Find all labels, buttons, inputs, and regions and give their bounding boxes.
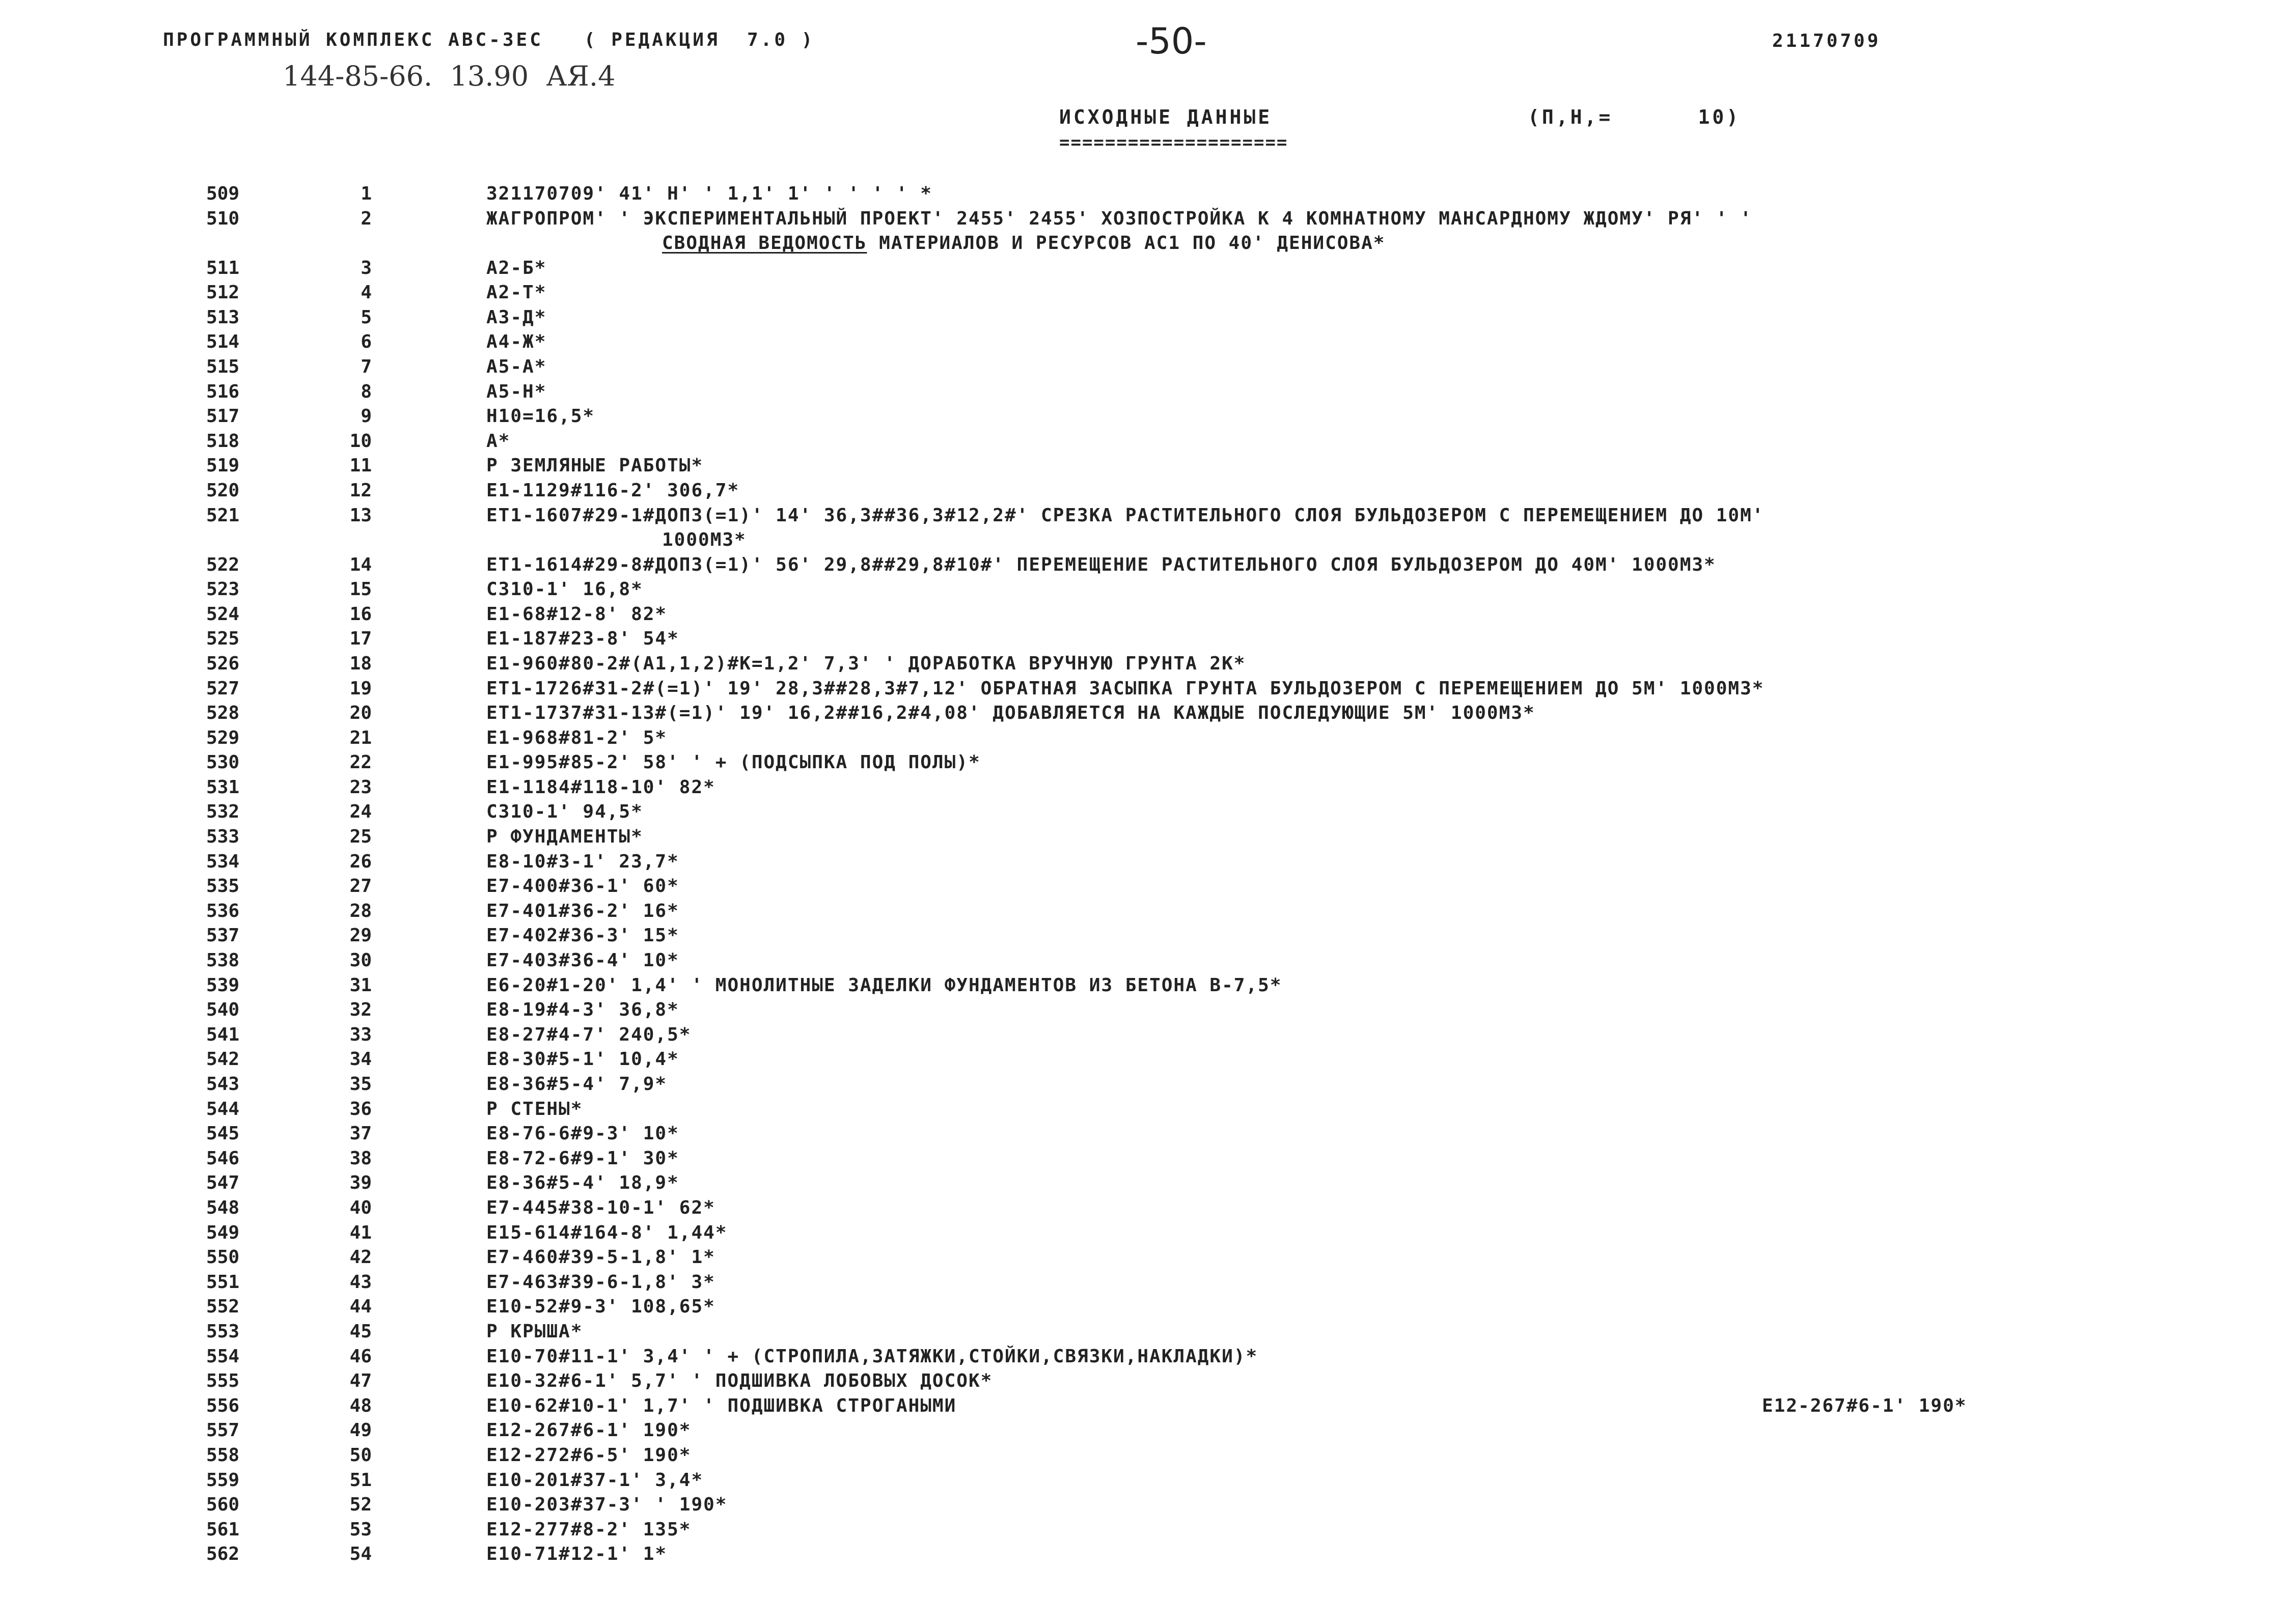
line-sequence: 539 xyxy=(206,974,240,996)
listing-row xyxy=(0,1370,2286,1395)
line-sequence: 551 xyxy=(206,1271,240,1293)
listing-row xyxy=(0,1296,2286,1321)
line-sequence: 546 xyxy=(206,1147,240,1169)
line-number: 32 xyxy=(349,999,372,1021)
line-number: 47 xyxy=(349,1370,372,1392)
listing-row xyxy=(0,604,2286,629)
line-number: 10 xyxy=(349,430,372,452)
listing-row xyxy=(0,1197,2286,1222)
line-sequence: 515 xyxy=(206,356,240,377)
listing-row xyxy=(0,1445,2286,1470)
listing-row xyxy=(0,801,2286,826)
line-sequence: 555 xyxy=(206,1370,240,1392)
line-text: Е10-203#37-3' ' 190* xyxy=(486,1494,728,1516)
line-number: 51 xyxy=(349,1469,372,1491)
section-title: ИСХОДНЫЕ ДАННЫЕ xyxy=(1059,106,1273,128)
line-number: 46 xyxy=(349,1346,372,1367)
line-text: Е8-72-6#9-1' 30* xyxy=(486,1147,679,1169)
line-text: А* xyxy=(486,430,511,452)
line-number: 26 xyxy=(349,851,372,872)
line-number: 43 xyxy=(349,1271,372,1293)
line-number: 36 xyxy=(349,1098,372,1119)
line-number: 4 xyxy=(361,282,372,303)
line-sequence: 511 xyxy=(206,257,240,278)
line-text: Е1-995#85-2' 58' ' + (ПОДСЫПКА ПОД ПОЛЫ)* xyxy=(486,752,981,773)
line-number: 22 xyxy=(349,752,372,773)
line-sequence: 559 xyxy=(206,1469,240,1491)
line-text: Е10-52#9-3' 108,65* xyxy=(486,1296,715,1318)
listing-row xyxy=(0,554,2286,579)
listing-row xyxy=(0,331,2286,356)
line-sequence: 510 xyxy=(206,208,240,229)
line-number: 35 xyxy=(349,1074,372,1095)
line-text: ЕТ1-1607#29-1#ДОП3(=1)' 14' 36,3##36,3#12,2#' СРЕЗКА РАСТИТЕЛЬНОГО СЛОЯ БУЛЬДОЗЕРОМ С ПЕРЕМЕЩЕНИЕМ ДО 10М' xyxy=(486,505,1765,526)
line-number: 16 xyxy=(349,603,372,625)
line-text: Е1-187#23-8' 54* xyxy=(486,628,679,650)
line-text: Е12-272#6-5' 190* xyxy=(486,1444,692,1466)
line-text: Е1-1129#116-2' 306,7* xyxy=(486,480,740,501)
listing-row xyxy=(0,258,2286,283)
line-number: 37 xyxy=(349,1123,372,1144)
line-number: 15 xyxy=(349,579,372,600)
line-number: 49 xyxy=(349,1420,372,1441)
data-listing xyxy=(0,183,2286,1569)
underlined-phrase: СВОДНАЯ ВЕДОМОСТЬ xyxy=(662,232,867,254)
line-text: Е10-70#11-1' 3,4' ' + (СТРОПИЛА,ЗАТЯЖКИ,СТОЙКИ,СВЯЗКИ,НАКЛАДКИ)* xyxy=(486,1346,1258,1367)
continuation-text: МАТЕРИАЛОВ И РЕСУРСОВ АС1 ПО 40' ДЕНИСОВА* xyxy=(867,232,1386,254)
line-sequence: 529 xyxy=(206,727,240,748)
line-sequence: 557 xyxy=(206,1420,240,1441)
line-number: 38 xyxy=(349,1147,372,1169)
line-text: Е10-62#10-1' 1,7' ' ПОДШИВКА СТРОГАНЫМИ xyxy=(486,1395,957,1416)
line-text: А2-Т* xyxy=(486,282,547,303)
line-text: Е8-76-6#9-3' 10* xyxy=(486,1123,679,1144)
line-sequence: 525 xyxy=(206,628,240,650)
line-text: Е8-36#5-4' 7,9* xyxy=(486,1074,668,1095)
listing-row xyxy=(0,777,2286,802)
listing-row xyxy=(0,752,2286,777)
listing-row xyxy=(0,1321,2286,1346)
line-number: 8 xyxy=(361,381,372,402)
listing-row xyxy=(0,999,2286,1024)
line-text: Е1-1184#118-10' 82* xyxy=(486,776,715,798)
line-text: ЕТ1-1737#31-13#(=1)' 19' 16,2##16,2#4,08' ДОБАВЛЯЕТСЯ НА КАЖДЫЕ ПОСЛЕДУЮЩИЕ 5М' 1000М3* xyxy=(486,703,1535,724)
line-text: Е7-460#39-5-1,8' 1* xyxy=(486,1247,715,1268)
line-sequence: 548 xyxy=(206,1197,240,1218)
document-code: 21170709 xyxy=(1772,31,1881,51)
line-sequence: 545 xyxy=(206,1123,240,1144)
line-sequence: 554 xyxy=(206,1346,240,1367)
line-text: А3-Д* xyxy=(486,306,547,328)
line-sequence: 521 xyxy=(206,505,240,526)
line-text: Е7-400#36-1' 60* xyxy=(486,876,679,897)
line-number: 52 xyxy=(349,1494,372,1516)
line-text: Е10-32#6-1' 5,7' ' ПОДШИВКА ЛОБОВЫХ ДОСОК* xyxy=(486,1370,993,1392)
line-text-continuation xyxy=(662,233,1385,254)
line-sequence: 547 xyxy=(206,1172,240,1194)
line-sequence: 537 xyxy=(206,925,240,946)
line-text: Е1-968#81-2' 5* xyxy=(486,727,668,748)
line-number: 40 xyxy=(349,1197,372,1218)
section-parameter: (П,Н,= 10) xyxy=(1528,106,1741,128)
listing-row xyxy=(0,628,2286,653)
line-text: Р СТЕНЫ* xyxy=(486,1098,583,1119)
listing-row xyxy=(0,950,2286,975)
listing-row xyxy=(0,480,2286,505)
line-number: 45 xyxy=(349,1321,372,1342)
listing-row xyxy=(0,826,2286,851)
line-sequence: 512 xyxy=(206,282,240,303)
line-text: С310-1' 16,8* xyxy=(486,579,643,600)
listing-row xyxy=(0,1395,2286,1420)
line-text: А2-Б* xyxy=(486,257,547,278)
listing-row xyxy=(0,1544,2286,1569)
line-number: 33 xyxy=(349,1024,372,1045)
margin-note: Е12-267#6-1' 190* xyxy=(1762,1395,1967,1416)
line-sequence: 543 xyxy=(206,1074,240,1095)
listing-row xyxy=(0,1148,2286,1173)
line-text: Р КРЫША* xyxy=(486,1321,583,1342)
line-text: Е8-30#5-1' 10,4* xyxy=(486,1049,679,1070)
line-text: А4-Ж* xyxy=(486,331,547,353)
line-sequence: 562 xyxy=(206,1544,240,1565)
line-sequence: 528 xyxy=(206,703,240,724)
listing-row xyxy=(0,505,2286,554)
line-sequence: 556 xyxy=(206,1395,240,1416)
line-sequence: 561 xyxy=(206,1519,240,1540)
line-sequence: 509 xyxy=(206,183,240,204)
line-number: 50 xyxy=(349,1444,372,1466)
listing-row xyxy=(0,381,2286,406)
listing-row xyxy=(0,925,2286,950)
line-text: 321170709' 41' Н' ' 1,1' 1' ' ' ' ' * xyxy=(486,183,932,204)
line-number: 21 xyxy=(349,727,372,748)
section-title-underline: ==================== xyxy=(1059,132,1288,153)
listing-row xyxy=(0,455,2286,480)
line-sequence: 560 xyxy=(206,1494,240,1516)
line-number: 27 xyxy=(349,876,372,897)
listing-row xyxy=(0,183,2286,208)
line-number: 44 xyxy=(349,1296,372,1318)
line-text: Е8-19#4-3' 36,8* xyxy=(486,999,679,1021)
line-number: 28 xyxy=(349,900,372,921)
listing-row xyxy=(0,406,2286,431)
line-text: Е7-402#36-3' 15* xyxy=(486,925,679,946)
line-number: 13 xyxy=(349,505,372,526)
line-sequence: 523 xyxy=(206,579,240,600)
handwritten-note: 144-85-66. 13.90 АЯ.4 xyxy=(283,60,616,92)
line-text: ЖАГРОПРОМ' ' ЭКСПЕРИМЕНТАЛЬНЫЙ ПРОЕКТ' 2455' 2455' ХОЗПОСТРОЙКА К 4 КОМНАТНОМУ МАНСАРДНОМУ ЖДОМУ' РЯ' ' ' xyxy=(486,208,1752,229)
line-number: 48 xyxy=(349,1395,372,1416)
line-text: Е1-68#12-8' 82* xyxy=(486,603,668,625)
listing-row xyxy=(0,356,2286,381)
line-sequence: 541 xyxy=(206,1024,240,1045)
line-number: 11 xyxy=(349,455,372,477)
line-text: Р ЗЕМЛЯНЫЕ РАБОТЫ* xyxy=(486,455,704,477)
line-sequence: 522 xyxy=(206,554,240,575)
line-number: 25 xyxy=(349,826,372,848)
listing-row xyxy=(0,282,2286,307)
listing-row xyxy=(0,1123,2286,1148)
listing-row xyxy=(0,876,2286,901)
line-text: Е6-20#1-20' 1,4' ' МОНОЛИТНЫЕ ЗАДЕЛКИ ФУНДАМЕНТОВ ИЗ БЕТОНА В-7,5* xyxy=(486,974,1282,996)
line-sequence: 517 xyxy=(206,406,240,427)
line-number: 9 xyxy=(361,406,372,427)
line-sequence: 542 xyxy=(206,1049,240,1070)
listing-row xyxy=(0,1272,2286,1297)
line-number: 54 xyxy=(349,1544,372,1565)
listing-row xyxy=(0,901,2286,926)
line-sequence: 524 xyxy=(206,603,240,625)
line-text: А5-Н* xyxy=(486,381,547,402)
line-number: 29 xyxy=(349,925,372,946)
line-number: 39 xyxy=(349,1172,372,1194)
line-sequence: 520 xyxy=(206,480,240,501)
line-sequence: 519 xyxy=(206,455,240,477)
line-sequence: 533 xyxy=(206,826,240,848)
line-sequence: 534 xyxy=(206,851,240,872)
line-number: 18 xyxy=(349,653,372,674)
line-number: 14 xyxy=(349,554,372,575)
line-number: 31 xyxy=(349,974,372,996)
listing-row xyxy=(0,653,2286,678)
line-text: Е12-277#8-2' 135* xyxy=(486,1519,692,1540)
line-text: Е1-960#80-2#(А1,1,2)#К=1,2' 7,3' ' ДОРАБОТКА ВРУЧНУЮ ГРУНТА 2К* xyxy=(486,653,1246,674)
line-number: 2 xyxy=(361,208,372,229)
listing-row xyxy=(0,975,2286,1000)
line-number: 5 xyxy=(361,306,372,328)
line-number: 41 xyxy=(349,1222,372,1243)
line-number: 1 xyxy=(361,183,372,204)
line-text: Е12-267#6-1' 190* xyxy=(486,1420,692,1441)
line-text: Е7-463#39-6-1,8' 3* xyxy=(486,1271,715,1293)
listing-row xyxy=(0,703,2286,727)
listing-row xyxy=(0,1099,2286,1124)
line-number: 7 xyxy=(361,356,372,377)
line-number: 30 xyxy=(349,950,372,971)
listing-row xyxy=(0,1247,2286,1272)
line-sequence: 527 xyxy=(206,678,240,699)
listing-row xyxy=(0,1420,2286,1445)
line-text: Н10=16,5* xyxy=(486,406,595,427)
listing-row xyxy=(0,1346,2286,1371)
line-text: Е8-27#4-7' 240,5* xyxy=(486,1024,692,1045)
line-text: Е8-36#5-4' 18,9* xyxy=(486,1172,679,1194)
program-header: ПРОГРАММНЫЙ КОМПЛЕКС АВС-3ЕС ( РЕДАКЦИЯ 7.0 ) xyxy=(163,30,815,50)
line-sequence: 550 xyxy=(206,1247,240,1268)
line-sequence: 535 xyxy=(206,876,240,897)
line-number: 42 xyxy=(349,1247,372,1268)
line-sequence: 536 xyxy=(206,900,240,921)
line-number: 12 xyxy=(349,480,372,501)
line-sequence: 558 xyxy=(206,1444,240,1466)
listing-row xyxy=(0,1172,2286,1197)
listing-row xyxy=(0,1222,2286,1247)
listing-row xyxy=(0,579,2286,604)
listing-row xyxy=(0,1494,2286,1519)
line-text: Е7-401#36-2' 16* xyxy=(486,900,679,921)
line-sequence: 544 xyxy=(206,1098,240,1119)
line-number: 3 xyxy=(361,257,372,278)
line-text: Е7-445#38-10-1' 62* xyxy=(486,1197,715,1218)
listing-row xyxy=(0,1024,2286,1049)
listing-row xyxy=(0,851,2286,876)
line-sequence: 553 xyxy=(206,1321,240,1342)
listing-row xyxy=(0,727,2286,752)
listing-row xyxy=(0,1074,2286,1099)
line-sequence: 514 xyxy=(206,331,240,353)
listing-row xyxy=(0,208,2286,258)
line-text: Е7-403#36-4' 10* xyxy=(486,950,679,971)
line-sequence: 549 xyxy=(206,1222,240,1243)
line-number: 24 xyxy=(349,801,372,823)
line-text: ЕТ1-1726#31-2#(=1)' 19' 28,3##28,3#7,12' ОБРАТНАЯ ЗАСЫПКА ГРУНТА БУЛЬДОЗЕРОМ С ПЕРЕМЕЩЕНИЕМ ДО 5М' 1000М3* xyxy=(486,678,1765,699)
listing-row xyxy=(0,431,2286,456)
line-sequence: 516 xyxy=(206,381,240,402)
line-number: 19 xyxy=(349,678,372,699)
line-text: С310-1' 94,5* xyxy=(486,801,643,823)
listing-row xyxy=(0,1470,2286,1495)
line-sequence: 530 xyxy=(206,752,240,773)
listing-row xyxy=(0,307,2286,332)
line-sequence: 540 xyxy=(206,999,240,1021)
line-text: Е8-10#3-1' 23,7* xyxy=(486,851,679,872)
line-text-continuation: 1000М3* xyxy=(662,529,747,550)
line-sequence: 552 xyxy=(206,1296,240,1318)
line-sequence: 531 xyxy=(206,776,240,798)
line-number: 53 xyxy=(349,1519,372,1540)
line-number: 34 xyxy=(349,1049,372,1070)
line-number: 23 xyxy=(349,776,372,798)
line-text: Р ФУНДАМЕНТЫ* xyxy=(486,826,643,848)
listing-row xyxy=(0,1049,2286,1074)
line-number: 17 xyxy=(349,628,372,650)
line-text: Е10-71#12-1' 1* xyxy=(486,1544,668,1565)
line-sequence: 538 xyxy=(206,950,240,971)
page-number: -50- xyxy=(1136,20,1207,62)
listing-row xyxy=(0,1519,2286,1544)
line-text: Е15-614#164-8' 1,44* xyxy=(486,1222,728,1243)
line-number: 20 xyxy=(349,703,372,724)
line-text: ЕТ1-1614#29-8#ДОП3(=1)' 56' 29,8##29,8#10#' ПЕРЕМЕЩЕНИЕ РАСТИТЕЛЬНОГО СЛОЯ БУЛЬДОЗЕРОМ ДО 40М' 1000М3* xyxy=(486,554,1716,575)
listing-row xyxy=(0,678,2286,703)
line-number: 6 xyxy=(361,331,372,353)
line-sequence: 518 xyxy=(206,430,240,452)
line-sequence: 526 xyxy=(206,653,240,674)
line-sequence: 532 xyxy=(206,801,240,823)
line-text: А5-А* xyxy=(486,356,547,377)
line-sequence: 513 xyxy=(206,306,240,328)
line-text: Е10-201#37-1' 3,4* xyxy=(486,1469,704,1491)
